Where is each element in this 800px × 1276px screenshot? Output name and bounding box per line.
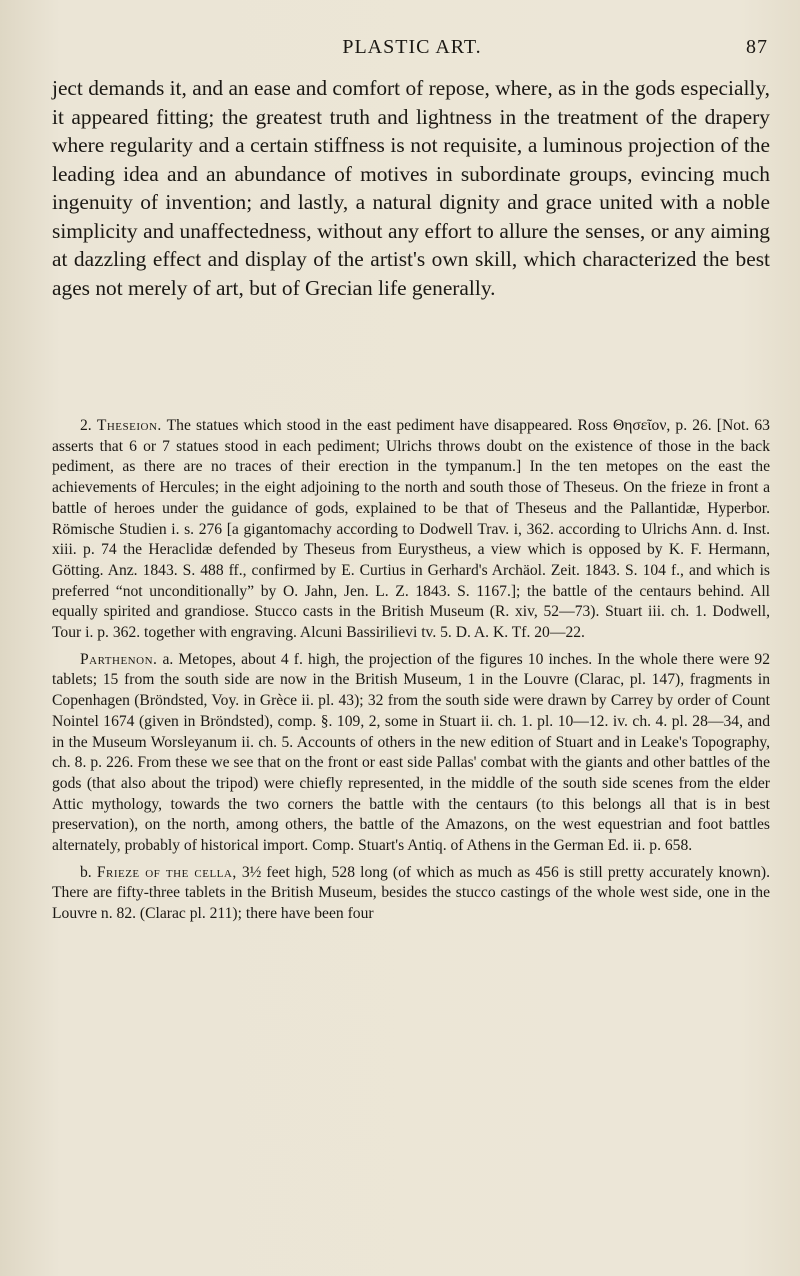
page-header — [52, 36, 772, 64]
note-heading: Frieze of the cella, — [96, 863, 237, 881]
note-text: a. Metopes, about 4 f. high, the projection of the figures 10 inches. In the whole there were 92 tablets; 15 from the south side are now in the British Museum, 1 in the Louvre (Clarac, pl. 147), fragments in Copenhagen (Bröndsted, Voy. in Grèce ii. pl. 43); 32 from the south side were drawn by Carrey by order of Count Nointel 1674 (given in Bröndsted), comp. §. 109, 2, some in Stuart ii. ch. 1. pl. 10—12. iv. ch. 4. pl. 28—34, and in the Museum Worsleyanum ii. ch. 5. Accounts of others in the new edition of Stuart and in Leake's Topography, ch. 8. p. 226. From these we see that on the front or east side Pallas' combat with the giants and other battles of the gods (that also about the tripod) were chiefly represented, in the middle of the south side scenes from the elder Attic mythology, towards the two corners the battle with the centaurs (to this belongs all that is in best preservation), on the north, among others, the battle of the Amazons, on the west equestrian and foot battles alternately, probably of historical import. Comp. Stuart's Antiq. of Athens in the German Ed. ii. p. 658. — [52, 650, 770, 855]
note-heading: Theseion. — [96, 417, 162, 434]
main-paragraph: ject demands it, and an ease and comfort of repose, where, as in the gods especially, it appeared fitting; the greatest truth and lightness in the treatment of the drapery where regularity and a certain stiffness is not requisite, a luminous projection of the leading idea and an abundance of motives in subordinate groups, evincing much ingenuity of invention; and lastly, a natural dignity and grace united with a noble simplicity and unaffectedness, without any effort to allure the senses, or any aiming at dazzling effect and display of the artist's own skill, which characterized the best ages not merely of art, but of Grecian life generally. — [52, 76, 770, 300]
note-text: 3½ feet high, 528 long (of which as much as 456 is still pretty accurately known). There are fifty-three tablets in the British Museum, besides the stucco castings of the whole west side, one in the Louvre n. 82. (Clarac pl. 211); there have been four — [52, 863, 771, 923]
page-number: 87 — [746, 36, 768, 58]
note-number: b. — [80, 863, 92, 881]
note-parthenon — [52, 650, 770, 857]
note-heading: Parthenon. — [80, 650, 158, 668]
note-frieze — [52, 863, 770, 925]
note-theseion — [52, 416, 770, 644]
note-number: 2. — [80, 417, 92, 434]
notes-section — [52, 416, 770, 931]
note-text: The statues which stood in the east pediment have disappeared. Ross Θησεῖον, p. 26. [Not. 63 asserts that 6 or 7 statues stood in each pediment; Ulrichs throws doubt on the existence of those in the back pediment, as there are no traces of their erection in the tympanum.] In the ten metopes on the east the achievements of Hercules; in the eight adjoining to the north and south those of Theseus. On the frieze in front a battle of heroes under the guidance of gods, explained to be that of Theseus and the Pallantidæ, Hyperbor. Römische Studien i. s. 276 [a gigantomachy according to Dodwell Trav. i, 362. according to Ulrichs Ann. d. Inst. xiii. p. 74 the Heraclidæ defended by Theseus from Eurystheus, a view which is opposed by K. F. Hermann, Götting. Anz. 1843. S. 488 ff., confirmed by E. Curtius in Gerhard's Archäol. Zeit. 1843. S. 104 f., and which is preferred “not unconditionally” by O. Jahn, Jen. L. Z. 1843. S. 1167.]; the battle of the centaurs behind. All equally spirited and grandiose. Stucco casts in the British Museum (R. xiv, 52—73). Stuart iii. ch. 1. Dodwell, Tour i. p. 362. together with engraving. Alcuni Bassirilievi tv. 5. D. A. K. Tf. 20—22. — [52, 417, 770, 642]
running-title: PLASTIC ART. — [342, 36, 482, 58]
